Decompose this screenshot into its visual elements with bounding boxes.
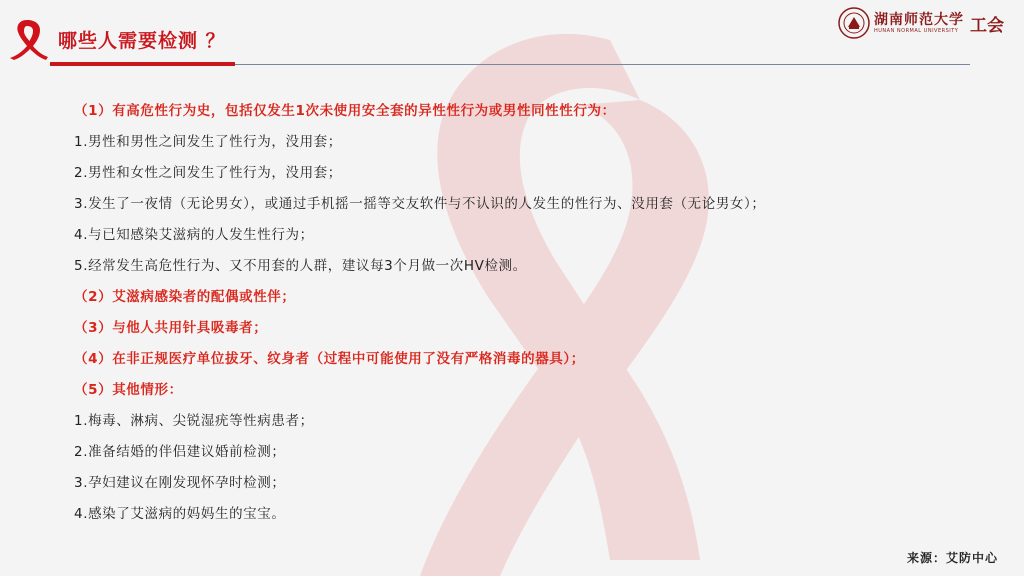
list-item: 4.感染了艾滋病的妈妈生的宝宝。 (74, 506, 286, 522)
university-name: 湖南师范大学 (874, 11, 964, 28)
university-logo (838, 6, 1004, 40)
list-item: （3）与他人共用针具吸毒者； (74, 320, 268, 336)
list-item: 4.与已知感染艾滋病的人发生性行为； (74, 227, 314, 243)
union-label: 工会 (970, 15, 1004, 36)
list-item: 1.男性和男性之间发生了性行为，没用套； (74, 134, 342, 150)
list-item: （4）在非正规医疗单位拔牙、纹身者（过程中可能使用了没有严格消毒的器具）； (74, 351, 585, 367)
list-item: 5.经常发生高危性行为、又不用套的人群，建议每3个月做一次HV检测。 (74, 258, 527, 274)
list-item: （5）其他情形： (74, 382, 183, 398)
red-ribbon-icon (4, 16, 50, 62)
list-item: 2.男性和女性之间发生了性行为，没用套； (74, 165, 342, 181)
header-divider (235, 64, 970, 65)
list-item: 2.准备结婚的伴侣建议婚前检测； (74, 444, 286, 460)
list-item: 1.梅毒、淋病、尖锐湿疣等性病患者； (74, 413, 314, 429)
university-name-block (874, 13, 964, 34)
university-seal-icon (838, 7, 870, 39)
source-note: 来源：艾防中心 (906, 551, 998, 565)
list-item: 3.孕妇建议在刚发现怀孕时检测； (74, 475, 286, 491)
content-list (74, 96, 954, 530)
list-item: （1）有高危性行为史，包括仅发生1次未使用安全套的异性性行为或男性同性性行为： (74, 103, 616, 119)
list-item: （2）艾滋病感染者的配偶或性伴； (74, 289, 296, 305)
university-name-en: HUNAN NORMAL UNIVERSITY (874, 27, 959, 34)
page-title: 哪些人需要检测 ？ (58, 30, 226, 52)
list-item: 3.发生了一夜情（无论男女），或通过手机摇一摇等交友软件与不认识的人发生的性行为、没用套（无论男女）； (74, 196, 766, 212)
title-underline (50, 62, 235, 66)
